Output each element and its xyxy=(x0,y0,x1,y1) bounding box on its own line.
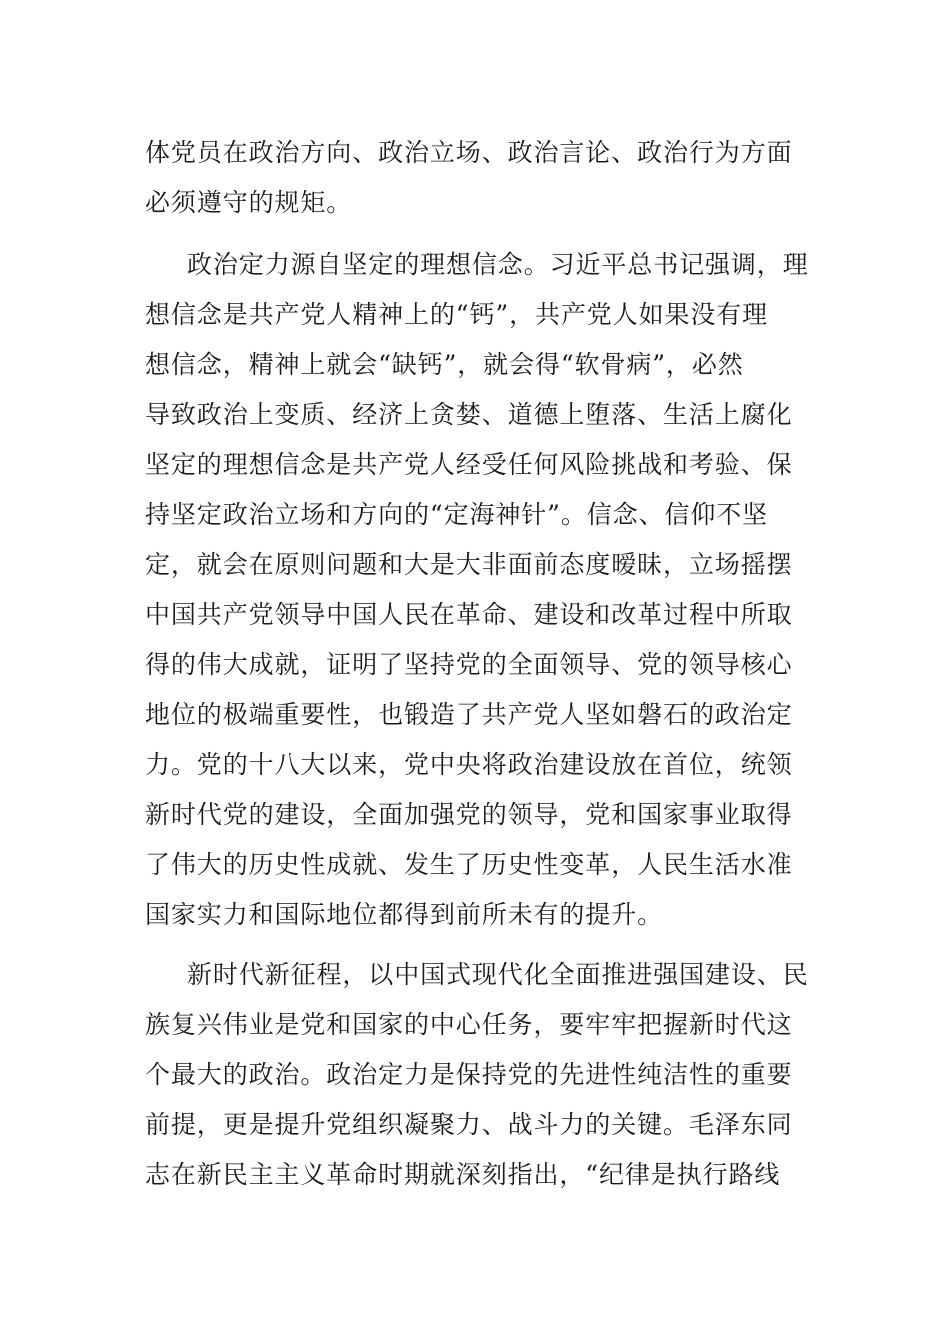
paragraph-line: 想信念，精神上就会“缺钙”，就会得“软骨病”，必然 xyxy=(145,350,744,379)
paragraph-line: 族复兴伟业是党和国家的中心任务，要牢牢把握新时代这 xyxy=(145,1010,793,1039)
paragraph-line: 个最大的政治。政治定力是保持党的先进性纯洁性的重要 xyxy=(145,1060,793,1089)
paragraph-line: 持坚定政治立场和方向的“定海神针”。信念、信仰不坚 xyxy=(145,500,769,529)
paragraph-line: 新时代党的建设，全面加强党的领导，党和国家事业取得 xyxy=(145,800,793,829)
paragraph-line: 志在新民主主义革命时期就深刻指出，“纪律是执行路线 xyxy=(145,1160,781,1189)
paragraph-line: 想信念是共产党人精神上的“钙”，共产党人如果没有理 xyxy=(145,300,769,329)
paragraph-line: 政治定力源自坚定的理想信念。习近平总书记强调，理 xyxy=(187,250,809,279)
paragraph-line: 了伟大的历史性成就、发生了历史性变革，人民生活水准 xyxy=(145,850,793,879)
paragraph-line: 新时代新征程，以中国式现代化全面推进强国建设、民 xyxy=(187,960,809,989)
paragraph-line: 中国共产党领导中国人民在革命、建设和改革过程中所取 xyxy=(145,600,793,629)
paragraph-line: 力。党的十八大以来，党中央将政治建设放在首位，统领 xyxy=(145,750,793,779)
paragraph-line: 坚定的理想信念是共产党人经受任何风险挑战和考验、保 xyxy=(145,450,793,479)
paragraph-2 xyxy=(145,240,825,940)
paragraph-line: 国家实力和国际地位都得到前所未有的提升。 xyxy=(145,900,664,929)
paragraph-line: 定，就会在原则问题和大是大非面前态度暧昧，立场摇摆 xyxy=(145,550,793,579)
paragraph-line: 得的伟大成就，证明了坚持党的全面领导、党的领导核心 xyxy=(145,650,793,679)
paragraph-line: 导致政治上变质、经济上贪婪、道德上堕落、生活上腐化 xyxy=(145,400,793,429)
paragraph-line: 必须遵守的规矩。 xyxy=(145,188,353,217)
paragraph-1 xyxy=(145,128,825,228)
paragraph-line: 前提，更是提升党组织凝聚力、战斗力的关键。毛泽东同 xyxy=(145,1110,793,1139)
paragraph-line: 地位的极端重要性，也锻造了共产党人坚如磐石的政治定 xyxy=(145,700,793,729)
paragraph-line: 体党员在政治方向、政治立场、政治言论、政治行为方面 xyxy=(145,138,793,167)
paragraph-3 xyxy=(145,950,825,1200)
